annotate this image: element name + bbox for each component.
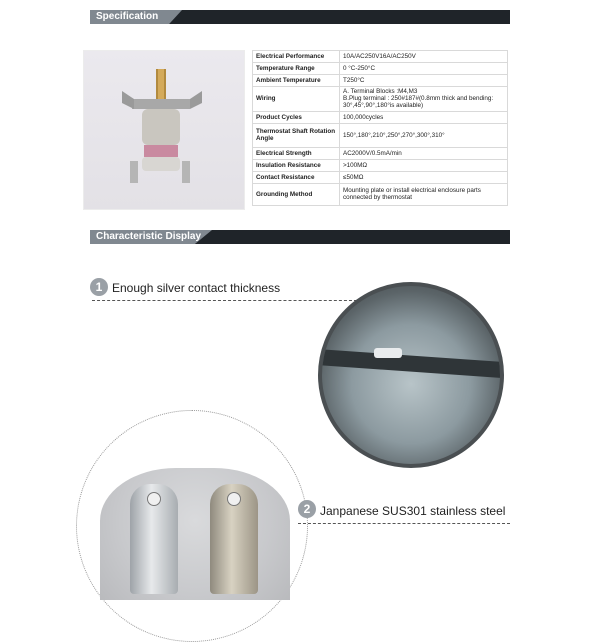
characteristic-title: Characteristic Display xyxy=(96,231,202,242)
contact-strip xyxy=(130,484,178,594)
spec-value: >100MΩ xyxy=(340,159,508,171)
spec-row xyxy=(253,63,508,75)
silver-contact xyxy=(374,348,402,358)
spec-row xyxy=(253,171,508,183)
spec-value: 0 °C-250°C xyxy=(340,63,508,75)
spec-table xyxy=(252,50,508,206)
feature-caption: Enough silver contact thickness xyxy=(112,281,281,295)
spec-row xyxy=(253,123,508,147)
spec-key: Electrical Strength xyxy=(253,147,340,159)
dashed-divider xyxy=(298,523,510,524)
spec-key: Wiring xyxy=(253,87,340,112)
specification-title: Specification xyxy=(96,11,159,22)
spec-row xyxy=(253,183,508,205)
feature-number-badge: 2 xyxy=(298,500,316,518)
spec-value: 100,000cycles xyxy=(340,111,508,123)
spec-key: Thermostat Shaft Rotation Angle xyxy=(253,123,340,147)
spec-key: Ambient Temperature xyxy=(253,75,340,87)
spec-key: Electrical Performance xyxy=(253,51,340,63)
specification-header xyxy=(90,10,510,24)
spec-row xyxy=(253,111,508,123)
spec-value: 10A/AC250V16A/AC250V xyxy=(340,51,508,63)
spec-key: Temperature Range xyxy=(253,63,340,75)
spec-row xyxy=(253,87,508,112)
stainless-contacts-photo xyxy=(100,468,290,600)
magnified-contact-photo xyxy=(318,282,504,468)
contact-strip xyxy=(210,484,258,594)
dashed-divider xyxy=(92,300,357,301)
spec-value: ≤50MΩ xyxy=(340,171,508,183)
spec-key: Grounding Method xyxy=(253,183,340,205)
spec-value: AC2000V/0.5mA/min xyxy=(340,147,508,159)
spec-row xyxy=(253,147,508,159)
feature-caption: Janpanese SUS301 stainless steel xyxy=(320,504,506,518)
spec-value: T250°C xyxy=(340,75,508,87)
thermostat-image xyxy=(84,51,244,209)
spec-key: Contact Resistance xyxy=(253,171,340,183)
contact-band xyxy=(318,349,504,380)
spec-row xyxy=(253,159,508,171)
product-photo xyxy=(83,50,245,210)
spec-value: 150°,180°,210°,250°,270°,300°,310° xyxy=(340,123,508,147)
feature-number-badge: 1 xyxy=(90,278,108,296)
spec-row xyxy=(253,51,508,63)
strip-hole xyxy=(227,492,241,506)
spec-key: Insulation Resistance xyxy=(253,159,340,171)
spec-value: A. Terminal Blocks :M4,M3 B.Plug terminal : 250#187#(0.8mm thick and bending: 30°,45°,90°,180°is available) xyxy=(340,87,508,112)
characteristic-header xyxy=(90,230,510,244)
spec-row xyxy=(253,75,508,87)
spec-value: Mounting plate or install electrical enclosure parts connected by thermostat xyxy=(340,183,508,205)
spec-key: Product Cycles xyxy=(253,111,340,123)
strip-hole xyxy=(147,492,161,506)
